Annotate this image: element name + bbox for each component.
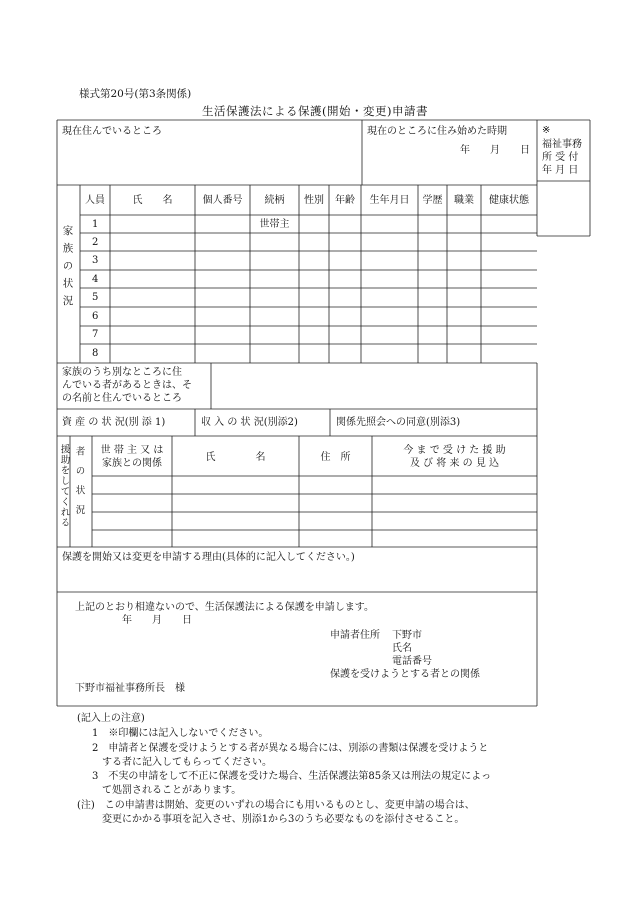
col-header-health: 健康状態 bbox=[489, 195, 529, 206]
row-number-8: 8 bbox=[92, 348, 99, 359]
income-status-label: 収 入 の 状 況(別添2) bbox=[201, 417, 298, 428]
notes-heading: (記入上の注意) bbox=[77, 713, 145, 724]
caution-b: 変更にかかる事項を記入させ、別添1から3のうち必要なものを添付させること。 bbox=[102, 814, 465, 825]
note-3a: 3 不実の申請をして不正に保護を受けた場合、生活保護法第85条又は刑法の規定によっ bbox=[92, 771, 492, 782]
note-2a: 2 申請者と保護を受けようとする者が異なる場合には、別添の書類は保護を受けようと bbox=[92, 743, 489, 754]
separate-residence-line3: の名前と住んでいるところ bbox=[62, 393, 182, 404]
reason-label: 保護を開始又は変更を申請する理由(具体的に記入してください。) bbox=[62, 552, 355, 563]
applicant-name-label: 氏名 bbox=[392, 643, 412, 654]
applicant-relation-label: 保護を受けようとする者との関係 bbox=[330, 669, 480, 680]
office-receipt-line1: 福祉事務 bbox=[542, 139, 582, 150]
col-support-history-line2: 及 び 将 来 の 見 込 bbox=[409, 458, 500, 469]
note-2b: する者に記入してもらってください。 bbox=[102, 757, 272, 768]
col-support-relation-line1: 世 帯 主 又 は bbox=[100, 445, 164, 456]
applicant-phone-label: 電話番号 bbox=[392, 656, 432, 667]
separate-residence-line1: 家族のうち別なところに住 bbox=[62, 367, 182, 378]
col-header-sex: 性別 bbox=[304, 195, 324, 206]
office-receipt-line2: 所 受 付 bbox=[542, 152, 579, 163]
col-support-relation-line2: 家族との関係 bbox=[102, 458, 162, 469]
col-header-name: 氏 名 bbox=[132, 195, 173, 206]
row-number-5: 5 bbox=[92, 292, 99, 303]
col-header-relation: 続柄 bbox=[264, 195, 285, 206]
col-header-education: 学歴 bbox=[422, 195, 443, 206]
col-header-birthdate: 生年月日 bbox=[369, 195, 410, 206]
applicant-address-value: 下野市 bbox=[392, 630, 422, 641]
col-header-personal-number: 個人番号 bbox=[202, 195, 243, 206]
consent-label: 関係先照会への同意(別添3) bbox=[336, 417, 461, 428]
residence-start-label: 現在のところに住み始めた時期 bbox=[367, 126, 507, 137]
residence-start-date: 年 月 日 bbox=[460, 145, 530, 156]
row-number-4: 4 bbox=[92, 274, 99, 285]
col-support-address: 住 所 bbox=[320, 452, 351, 463]
col-header-occupation: 職業 bbox=[454, 195, 474, 206]
caution-a: (注) この申請書は開始、変更のいずれの場合にも用いるものとし、変更申請の場合は、 bbox=[77, 800, 475, 811]
separate-residence-line2: んでいる者があるときは、そ bbox=[62, 380, 192, 391]
support-side-label-right: 者の状況 bbox=[73, 446, 85, 524]
row-number-6: 6 bbox=[92, 311, 99, 322]
col-support-name: 氏 名 bbox=[205, 452, 266, 463]
applicant-address-label: 申請者住所 bbox=[330, 630, 380, 641]
document-title: 生活保護法による保護(開始・変更)申請書 bbox=[202, 104, 428, 118]
row-number-3: 3 bbox=[92, 255, 99, 266]
support-side-label-left: 援助をしてくれる bbox=[58, 444, 70, 528]
col-header-members: 人員 bbox=[85, 195, 105, 206]
col-support-history-line1: 今 ま で 受 け た 援 助 bbox=[403, 445, 506, 456]
row-number-7: 7 bbox=[92, 329, 99, 340]
office-mark: ※ bbox=[542, 125, 551, 136]
declaration-date: 年 月 日 bbox=[122, 615, 192, 626]
addressee: 下野市福祉事務所長 様 bbox=[75, 683, 185, 694]
row-number-1: 1 bbox=[92, 219, 99, 230]
note-1: 1 ※印欄には記入しないでください。 bbox=[92, 728, 269, 739]
declaration-statement: 上記のとおり相違ないので、生活保護法による保護を申請します。 bbox=[75, 602, 374, 613]
note-3b: て処罰されることがあります。 bbox=[102, 785, 242, 796]
row1-relation-value: 世帯主 bbox=[259, 219, 290, 230]
assets-status-label: 資 産 の 状 況(別 添 1) bbox=[62, 417, 166, 428]
office-receipt-line3: 年 月 日 bbox=[542, 165, 579, 176]
family-side-label: 家族の状況 bbox=[61, 225, 74, 313]
current-address-label: 現在住んでいるところ bbox=[62, 126, 162, 137]
row-number-2: 2 bbox=[92, 237, 99, 248]
col-header-age: 年齢 bbox=[335, 195, 355, 206]
form-number: 様式第20号(第3条関係) bbox=[79, 88, 192, 100]
